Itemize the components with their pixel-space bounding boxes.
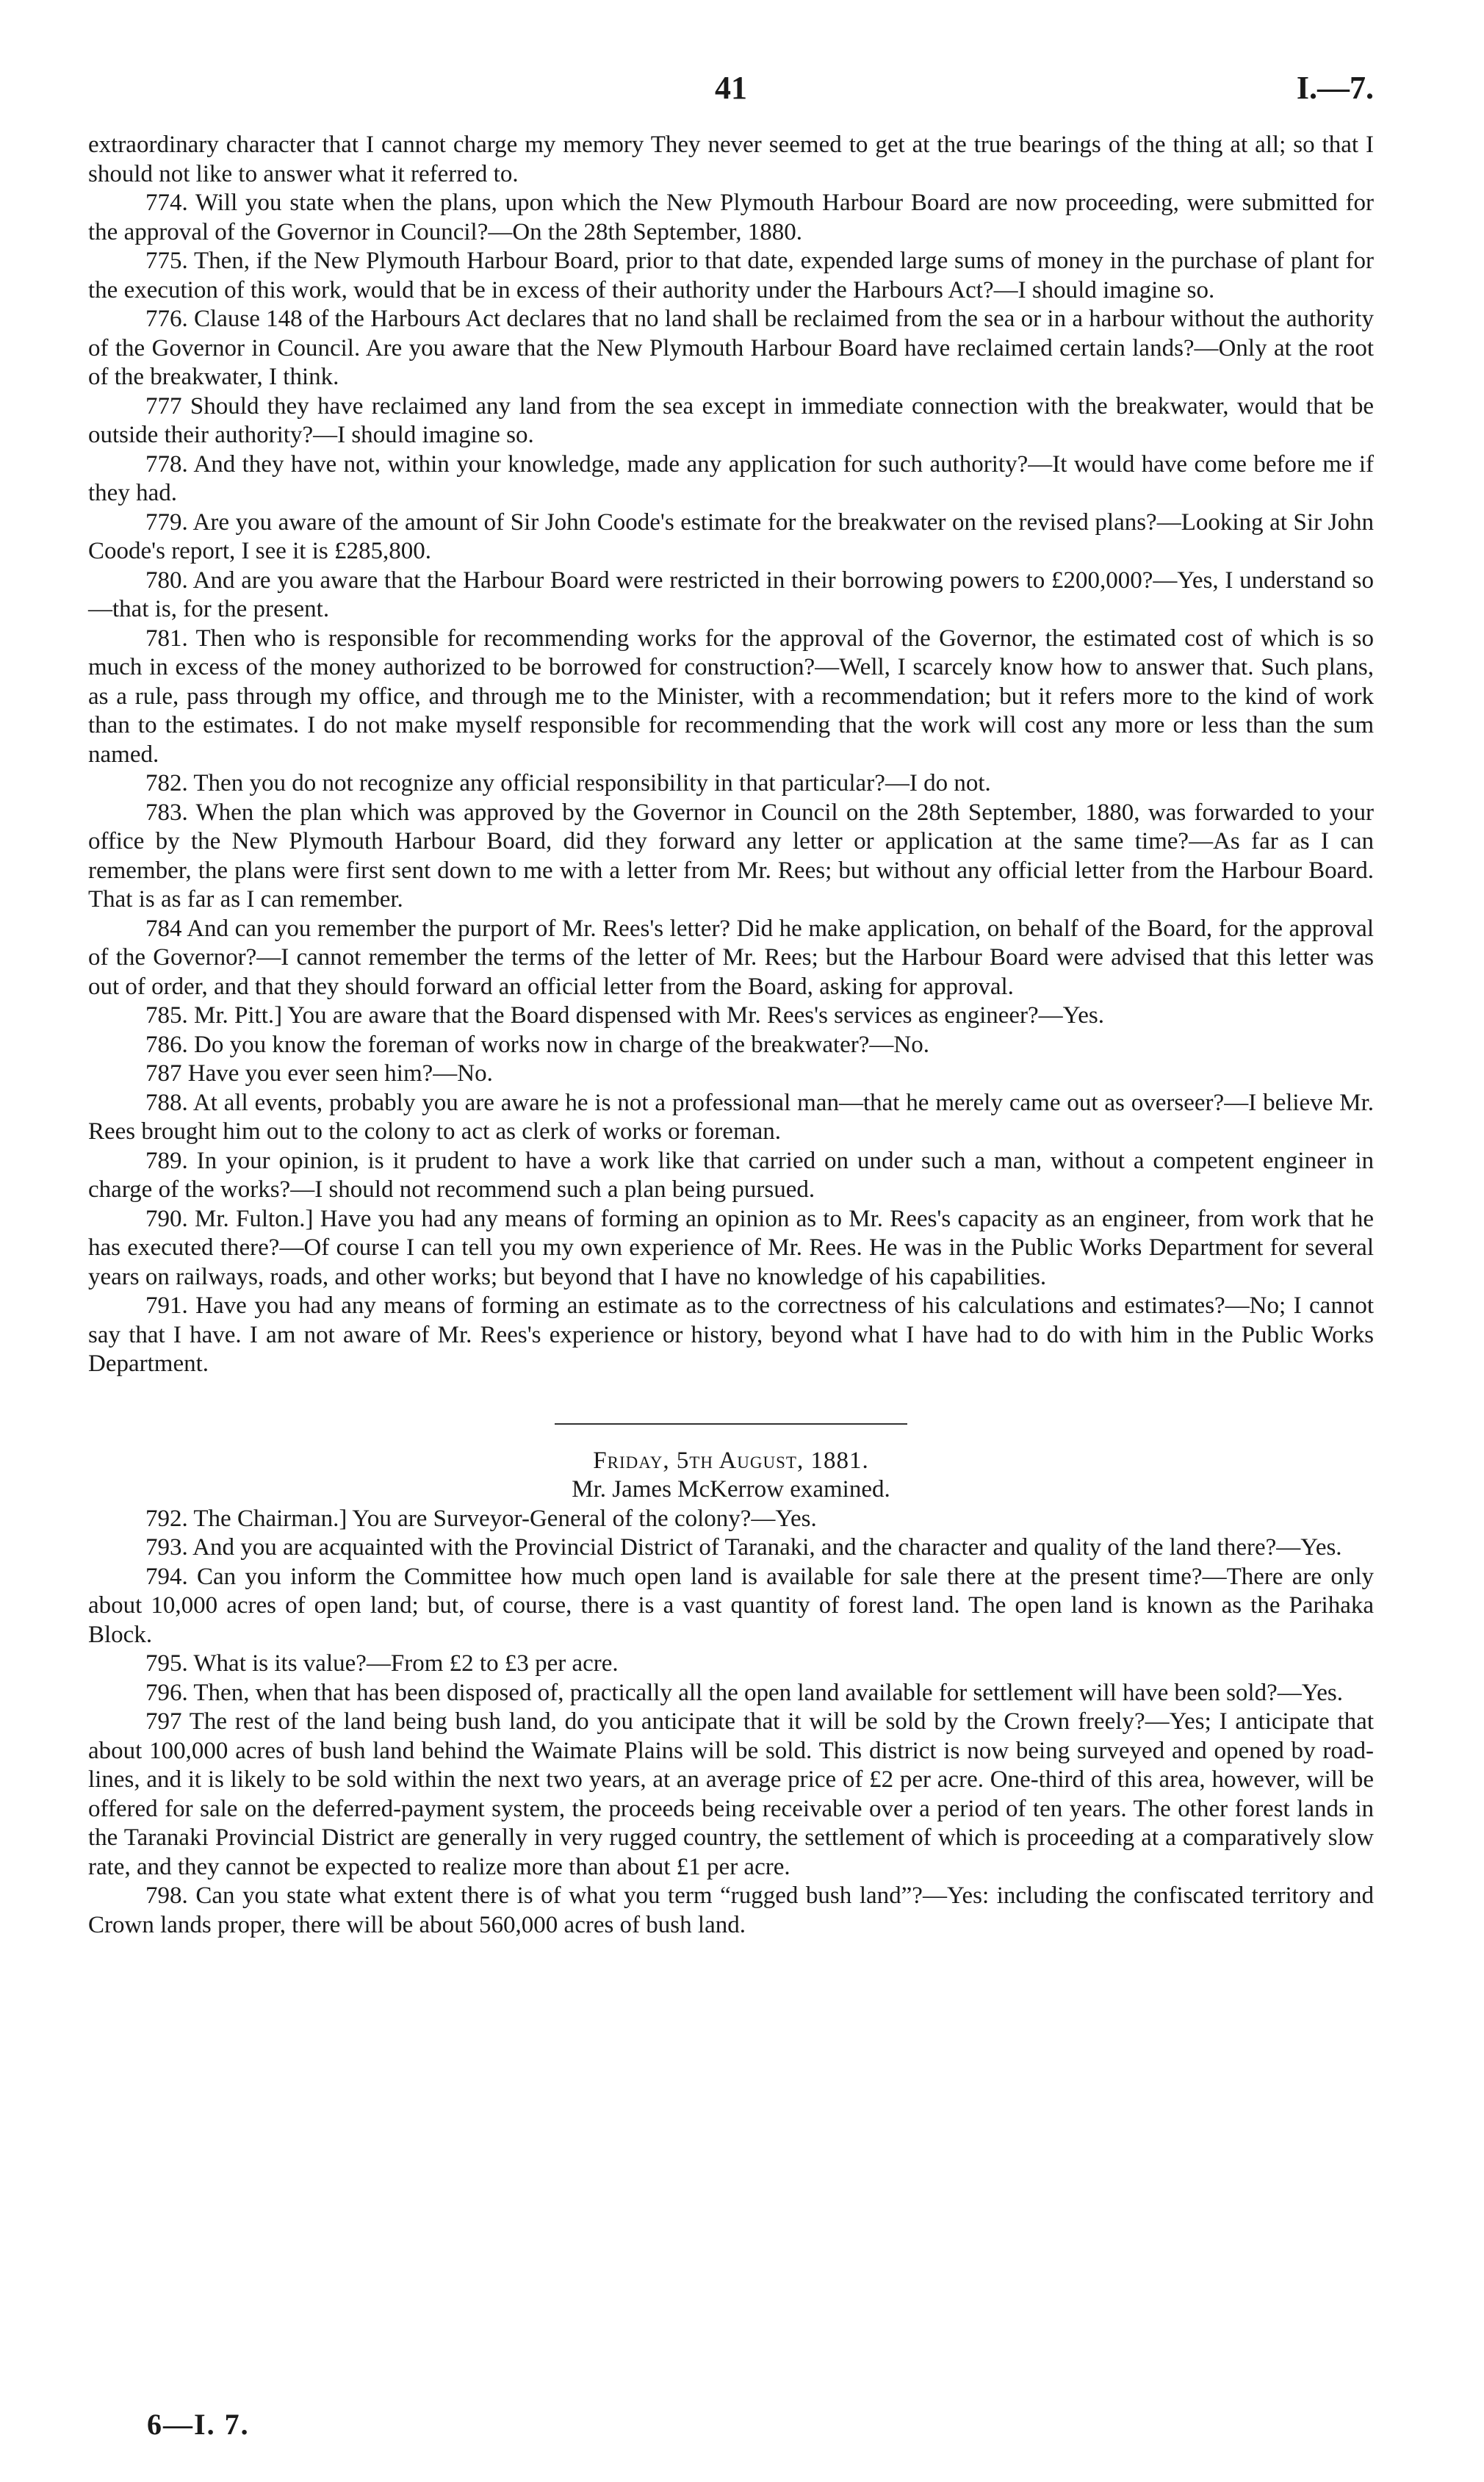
question-paragraph: 782. Then you do not recognize any official responsibility in that particular?—I do not. — [145, 770, 991, 796]
question-paragraph: 791. Have you had any means of forming an estimate as to the correctness of his calculations and estimates?—No; I cannot say that I have. I am not aware of Mr. Rees's experience or history, beyond what I have had to do with him in the Public Works Department. — [88, 1292, 1374, 1377]
section-divider — [555, 1423, 907, 1425]
question-paragraph: 785. Mr. Pitt.] You are aware that the Board dispensed with Mr. Rees's services as engineer?—Yes. — [145, 1002, 1104, 1029]
signature-mark: 6—I. 7. — [147, 2408, 250, 2441]
question-paragraph: 779. Are you aware of the amount of Sir John Coode's estimate for the breakwater on the revised plans?—Looking at Sir John Coode's report, I see it is £285,800. — [88, 508, 1374, 564]
question-paragraph: 793. And you are acquainted with the Provincial District of Taranaki, and the character and quality of the land there?—Yes. — [145, 1534, 1342, 1561]
question-paragraph: 796. Then, when that has been disposed of, practically all the open land available for settlement will have been sold?—Yes. — [145, 1679, 1344, 1706]
question-paragraph: 788. At all events, probably you are aware he is not a professional man—that he merely came out as overseer?—I believe Mr. Rees brought him out to the colony to act as clerk of works or foreman. — [88, 1089, 1374, 1145]
question-paragraph: 789. In your opinion, is it prudent to have a work like that carried on under such a man, without a competent engineer in charge of the works?—I should not recommend such a plan being pursued. — [88, 1147, 1374, 1203]
question-paragraph: 792. The Chairman.] You are Surveyor-General of the colony?—Yes. — [145, 1505, 817, 1532]
question-paragraph: 790. Mr. Fulton.] Have you had any means of forming an opinion as to Mr. Rees's capacity as an engineer, from work that he has executed there?—Of course I can tell you my own experience of Mr. Rees. He was in the Public Works Department for several years on railways, roads, and other works; but beyond that I have no knowledge of his capabilities. — [88, 1205, 1374, 1290]
question-paragraph: 778. And they have not, within your knowledge, made any application for such authority?—It would have come before me if they had. — [88, 450, 1374, 506]
question-paragraph: 775. Then, if the New Plymouth Harbour Board, prior to that date, expended large sums of money in the purchase of plant for the execution of this work, would that be in excess of their authority under the Harbours Act?—I should imagine so. — [88, 248, 1374, 303]
page-header — [88, 70, 1374, 118]
question-paragraph: 780. And are you aware that the Harbour Board were restricted in their borrowing powers to £200,000?—Yes, I understand so—that is, for the present. — [88, 566, 1374, 622]
question-paragraph: 777 Should they have reclaimed any land from the sea except in immediate connection with the breakwater, would that be outside their authority?—I should imagine so. — [88, 392, 1374, 448]
question-paragraph: 783. When the plan which was approved by the Governor in Council on the 28th September, 1880, was forwarded to your office by the New Plymouth Harbour Board, did they forward any letter or application at the same time?—As far as I can remember, the plans were first sent down to me with a letter from Mr. Rees; but without any official letter from the Harbour Board. That is as far as I can remember. — [88, 799, 1374, 913]
document-reference: I.—7. — [1296, 70, 1374, 106]
evidence-before — [88, 131, 1374, 1379]
section-date: Friday, 5th August, 1881. — [593, 1447, 869, 1474]
question-paragraph: 797 The rest of the land being bush land, do you anticipate that it will be sold by the Crown freely?—Yes; I anticipate that about 100,000 acres of bush land behind the Waimate Plains will be sold. This district is now being surveyed and opened by road-lines, and it is likely to be sold within the next two years, at an average price of £2 per acre. One-third of this area, however, will be offered for sale on the deferred-payment system, the proceeds being receivable over a period of ten years. The other forest lands in the Taranaki Provincial District are generally in very rugged country, the settlement of which is proceeding at a comparatively slow rate, and they cannot be expected to realize more than about £1 per acre. — [88, 1708, 1374, 1880]
body-text — [88, 131, 1374, 1940]
question-paragraph: 786. Do you know the foreman of works now in charge of the breakwater?—No. — [145, 1031, 930, 1058]
witness-heading: Mr. James McKerrow examined. — [572, 1476, 890, 1503]
page-number: 41 — [715, 70, 747, 106]
question-paragraph: 776. Clause 148 of the Harbours Act declares that no land shall be reclaimed from the sea or in a harbour without the authority of the Governor in Council. Are you aware that the New Plymouth Harbour Board have reclaimed certain lands?—Only at the root of the breakwater, I think. — [88, 306, 1374, 390]
question-paragraph: 798. Can you state what extent there is of what you term “rugged bush land”?—Yes: including the confiscated territory and Crown lands proper, there will be about 560,000 acres of bush land. — [88, 1882, 1374, 1938]
question-paragraph: extraordinary character that I cannot charge my memory They never seemed to get at the true bearings of the thing at all; so that I should not like to answer what it referred to. — [88, 132, 1374, 187]
question-paragraph: 795. What is its value?—From £2 to £3 per acre. — [145, 1650, 619, 1677]
evidence-after — [88, 1505, 1374, 1940]
question-paragraph: 794. Can you inform the Committee how much open land is available for sale there at the present time?—There are only about 10,000 acres of open land; but, of course, there is a vast quantity of forest land. The open land is known as the Parihaka Block. — [88, 1563, 1374, 1648]
question-paragraph: 784 And can you remember the purport of Mr. Rees's letter? Did he make application, on behalf of the Board, for the approval of the Governor?—I cannot remember the terms of the letter of Mr. Rees; but the Harbour Board were advised that this letter was out of order, and that they should forward an official letter from the Board, asking for approval. — [88, 915, 1374, 1000]
question-paragraph: 774. Will you state when the plans, upon which the New Plymouth Harbour Board are now proceeding, were submitted for the approval of the Governor in Council?—On the 28th September, 1880. — [88, 190, 1374, 245]
question-paragraph: 787 Have you ever seen him?—No. — [145, 1060, 493, 1087]
question-paragraph: 781. Then who is responsible for recommending works for the approval of the Governor, the estimated cost of which is so much in excess of the money authorized to be borrowed for construction?—Well, I scarcely know how to answer that. Such plans, as a rule, pass through my office, and through me to the Minister, with a recommendation; but it refers more to the kind of work than to the estimates. I do not make myself responsible for recommending that the work will cost any more or less than the sum named. — [88, 625, 1374, 768]
